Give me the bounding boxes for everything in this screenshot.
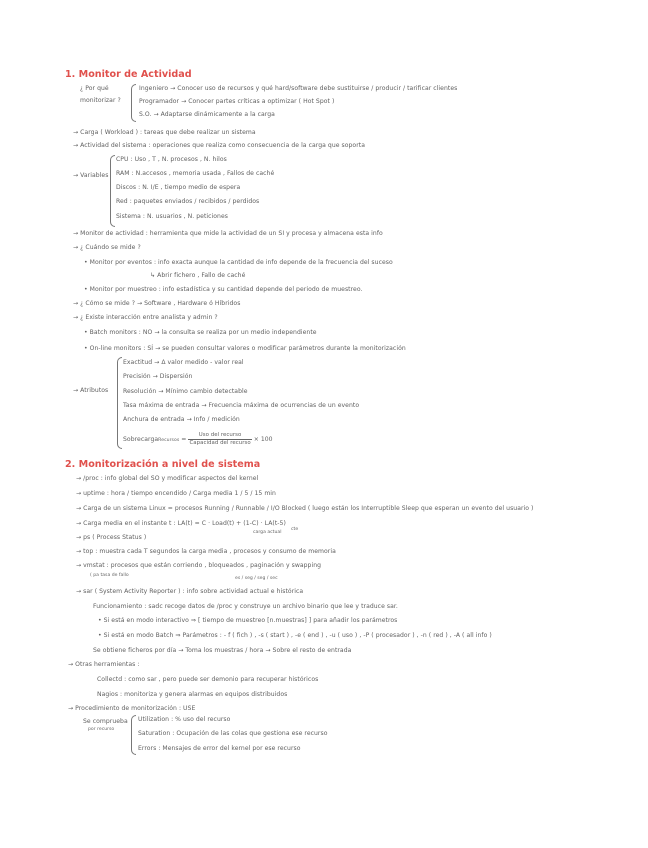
interaccion-question: → ¿ Existe interacción entre analista y admin ? bbox=[73, 314, 218, 321]
como-se-mide: → ¿ Cómo se mide ? → Software , Hardware ó Híbridos bbox=[73, 300, 241, 307]
atributo-resolucion: Resolución → Mínimo cambio detectable bbox=[123, 388, 248, 395]
comprueba-label: Se comprueba bbox=[83, 718, 128, 725]
annot-es: es / seg / seg / sec bbox=[235, 576, 278, 581]
why-question: ¿ Por qué bbox=[80, 85, 109, 92]
use-utilization: Utilization : % uso del recurso bbox=[138, 716, 231, 723]
section2-title: 2. Monitorización a nivel de sistema bbox=[65, 459, 261, 470]
variable-red: Red : paquetes enviados / recibidos / perdidos bbox=[116, 198, 260, 205]
section1-title: 1. Monitor de Actividad bbox=[65, 69, 192, 80]
sar-funcionamiento: Funcionamiento : sadc recoge datos de /proc y construye un archivo binario que lee y traduce sar. bbox=[93, 603, 398, 610]
procedimiento-line: → Procedimiento de monitorización : USE bbox=[68, 705, 196, 712]
mide-item-ejemplo: ↳ Abrir fichero , Fallo de caché bbox=[150, 272, 246, 279]
atributo-tasa: Tasa máxima de entrada → Frecuencia máxima de ocurrencias de un evento bbox=[123, 402, 360, 409]
collectd-line: Collectd : como sar , pero puede ser demonio para recuperar históricos bbox=[97, 676, 319, 683]
variable-ram: RAM : N.accesos , memoria usada , Fallos de caché bbox=[116, 170, 275, 177]
sar-batch: • Si está en modo Batch ⇒ Parámetros : - f ( fich ) , -s ( start ) , -e ( end ) , -u ( uso ) , -P ( procesador ) , -n ( red ) , -A ( all info ) bbox=[98, 632, 492, 639]
atributos-brace bbox=[117, 357, 122, 449]
variables-brace bbox=[110, 155, 115, 227]
online-monitors: • On-line monitors : SÍ → se pueden consultar valores o modificar parámetros durante la monitorización bbox=[84, 345, 406, 352]
top-line: → top : muestra cada T segundos la carga media , procesos y consumo de memoria bbox=[76, 548, 336, 555]
atributo-exactitud: Exactitud → Δ valor medido - valor real bbox=[123, 359, 244, 366]
sobrecarga-label: Sobrecarga bbox=[123, 436, 159, 443]
comprueba-label-2: por recurso bbox=[88, 727, 115, 732]
sar-line: → sar ( System Activity Reporter ) : info sobre actividad actual e histórica bbox=[76, 588, 304, 595]
sobrecarga-sub: Recursos bbox=[158, 438, 180, 443]
ps-line: → ps ( Process Status ) bbox=[76, 534, 147, 541]
sobrecarga-num: Uso del recurso bbox=[188, 432, 251, 440]
annot-cte: cte bbox=[291, 527, 299, 532]
use-saturation: Saturation : Ocupación de las colas que gestiona ese recurso bbox=[138, 730, 328, 737]
sar-ficheros: Se obtiene ficheros por día → Toma los muestras / hora → Sobre el resto de entrada bbox=[93, 647, 352, 654]
atributos-label: → Atributos bbox=[73, 387, 109, 394]
why-item-1: Programador → Conocer partes críticas a optimizar ( Hot Spot ) bbox=[139, 98, 335, 105]
annot-tasa: ( pa tasa de fallo bbox=[90, 573, 129, 578]
sar-interactivo: • Si está en modo interactivo ⇒ [ tiempo de muestreo [n.muestras] ] para añadir los parámetros bbox=[98, 617, 398, 624]
carga-media-line: → Carga media en el instante t : LA(t) = C · Load(t) + (1-C) · LA(t-5) bbox=[76, 520, 286, 527]
variable-discos: Discos : N. I/E , tiempo medio de espera bbox=[116, 184, 241, 191]
carga-sistema-line: → Carga de un sistema Linux = procesos Running / Runnable / I/O Blocked ( luego están los Interruptible Sleep que esperan un evento del usuario ) bbox=[76, 505, 534, 512]
variable-cpu: CPU : Uso , T , N. procesos , N. hilos bbox=[116, 156, 227, 163]
why-item-0: Ingeniero → Conocer uso de recursos y qué hard/software debe sustituirse / producir / tarificar clientes bbox=[139, 85, 458, 92]
mide-item-muestreo: • Monitor por muestreo : info estadística y su cantidad depende del periodo de muestreo. bbox=[84, 286, 363, 293]
annot-carga-actual: carga actual bbox=[253, 530, 282, 535]
cuando-se-mide: → ¿ Cuándo se mide ? bbox=[73, 244, 141, 251]
mide-item-eventos: • Monitor por eventos : info exacta aunque la cantidad de info depende de la frecuencia del suceso bbox=[84, 259, 393, 266]
why-question-2: monitorizar ? bbox=[80, 97, 121, 104]
why-brace bbox=[131, 84, 136, 122]
atributo-anchura: Anchura de entrada → Info / medición bbox=[123, 416, 240, 423]
atributo-sobrecarga: SobrecargaRecursos = $\frac{\text{Uso del recurso}}{\text{Capacidad del recurso}}$ × 100 bbox=[123, 432, 273, 446]
carga-line: → Carga ( Workload ) : tareas que debe realizar un sistema bbox=[73, 129, 256, 136]
batch-monitors: • Batch monitors : NO → la consulta se realiza por un medio independiente bbox=[84, 329, 317, 336]
nagios-line: Nagios : monitoriza y genera alarmas en equipos distribuidos bbox=[97, 691, 288, 698]
sobrecarga-den: Capacidad del recurso bbox=[189, 439, 251, 446]
proc-line: → /proc : info global del SO y modificar aspectos del kernel bbox=[76, 475, 259, 482]
monitor-def: → Monitor de actividad : herramienta que mide la actividad de un SI y procesa y almacena esta info bbox=[73, 230, 383, 237]
use-brace bbox=[131, 715, 136, 755]
otras-herramientas: → Otras herramientas : bbox=[68, 661, 140, 668]
variables-label: → Variables bbox=[73, 172, 109, 179]
use-errors: Errors : Mensajes de error del kernel por ese recurso bbox=[138, 745, 301, 752]
why-item-2: S.O. → Adaptarse dinámicamente a la carga bbox=[139, 111, 275, 118]
uptime-line: → uptime : hora / tiempo encendido / Carga media 1 / 5 / 15 min bbox=[76, 490, 276, 497]
atributo-precision: Precisión → Dispersión bbox=[123, 373, 193, 380]
sobrecarga-fraction bbox=[188, 432, 251, 446]
actividad-line: → Actividad del sistema : operaciones que realiza como consecuencia de la carga que soporta bbox=[73, 142, 365, 149]
variable-sistema: Sistema : N. usuarios , N. peticiones bbox=[116, 213, 228, 220]
vmstat-line: → vmstat : procesos que están corriendo , bloqueados , paginación y swapping bbox=[76, 562, 322, 569]
sobrecarga-tail: × 100 bbox=[253, 436, 273, 443]
